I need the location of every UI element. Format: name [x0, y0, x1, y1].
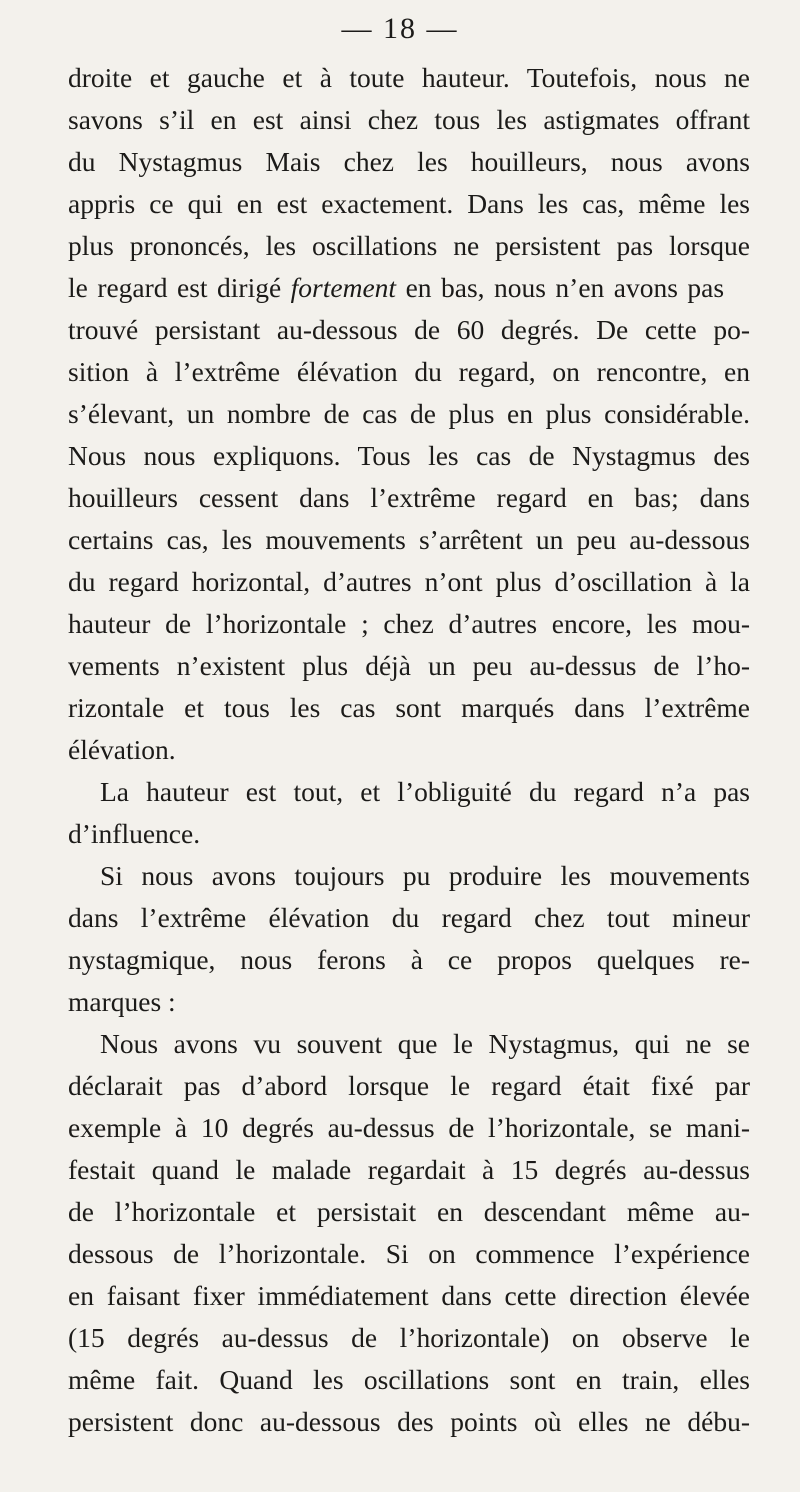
- text-line: hauteur de l’horizontale ; chez d’autres encore, les mou-: [68, 608, 750, 639]
- text-line: marques :: [68, 986, 176, 1017]
- text-line: déclarait pas d’abord lorsque le regard était fixé par: [68, 1070, 750, 1101]
- text-line: droite et gauche et à toute hauteur. Toutefois, nous ne: [68, 62, 750, 93]
- text-line: Si nous avons toujours pu produire les mouvements: [100, 860, 750, 891]
- text-line: houilleurs cessent dans l’extrême regard en bas; dans: [68, 482, 750, 513]
- text-line: s’élevant, un nombre de cas de plus en plus considérable.: [68, 398, 750, 429]
- italic-emphasis: fortement: [290, 272, 397, 303]
- text-line: festait quand le malade regardait à 15 degrés au-dessus: [68, 1154, 750, 1185]
- page-number-header: — 18 —: [341, 12, 459, 45]
- text-line: même fait. Quand les oscillations sont en train, elles: [68, 1364, 750, 1395]
- text-line: rizontale et tous les cas sont marqués dans l’extrême: [68, 692, 750, 723]
- text-line: nystagmique, nous ferons à ce propos quelques re-: [68, 944, 750, 975]
- text-line: dessous de l’horizontale. Si on commence l’expérience: [68, 1238, 750, 1269]
- text-line: exemple à 10 degrés au-dessus de l’horizontale, se mani-: [68, 1112, 750, 1143]
- text-line: La hauteur est tout, et l’obliguité du regard n’a pas: [100, 776, 750, 807]
- text-segment: le regard est dirigé: [68, 272, 282, 303]
- text-line: (15 degrés au-dessus de l’horizontale) on observe le: [68, 1322, 750, 1353]
- text-line: sition à l’extrême élévation du regard, on rencontre, en: [68, 356, 750, 387]
- text-line: dans l’extrême élévation du regard chez tout mineur: [68, 902, 750, 933]
- text-line: en faisant fixer immédiatement dans cette direction élevée: [68, 1280, 750, 1311]
- text-line: persistent donc au-dessous des points où elles ne débu-: [68, 1406, 750, 1437]
- text-line: appris ce qui en est exactement. Dans les cas, même les: [68, 188, 750, 219]
- text-line: de l’horizontale et persistait en descendant même au-: [68, 1196, 750, 1227]
- text-line: vements n’existent plus déjà un peu au-dessus de l’ho-: [68, 650, 750, 681]
- text-line: Nous nous expliquons. Tous les cas de Nystagmus des: [68, 440, 750, 471]
- text-line: certains cas, les mouvements s’arrêtent un peu au-dessous: [68, 524, 750, 555]
- text-line: du regard horizontal, d’autres n’ont plus d’oscillation à la: [68, 566, 750, 597]
- text-line: d’influence.: [68, 818, 201, 849]
- text-line: du Nystagmus Mais chez les houilleurs, nous avons: [68, 146, 750, 177]
- text-line-mixed: [68, 269, 724, 307]
- text-line: plus prononcés, les oscillations ne persistent pas lorsque: [68, 230, 750, 261]
- text-line: savons s’il en est ainsi chez tous les astigmates offrant: [68, 104, 750, 135]
- text-line: Nous avons vu souvent que le Nystagmus, qui ne se: [100, 1028, 750, 1059]
- text-line: élévation.: [68, 734, 176, 765]
- text-segment: en bas, nous n’en avons pas: [405, 272, 725, 303]
- text-line: trouvé persistant au-dessous de 60 degrés. De cette po-: [68, 314, 750, 345]
